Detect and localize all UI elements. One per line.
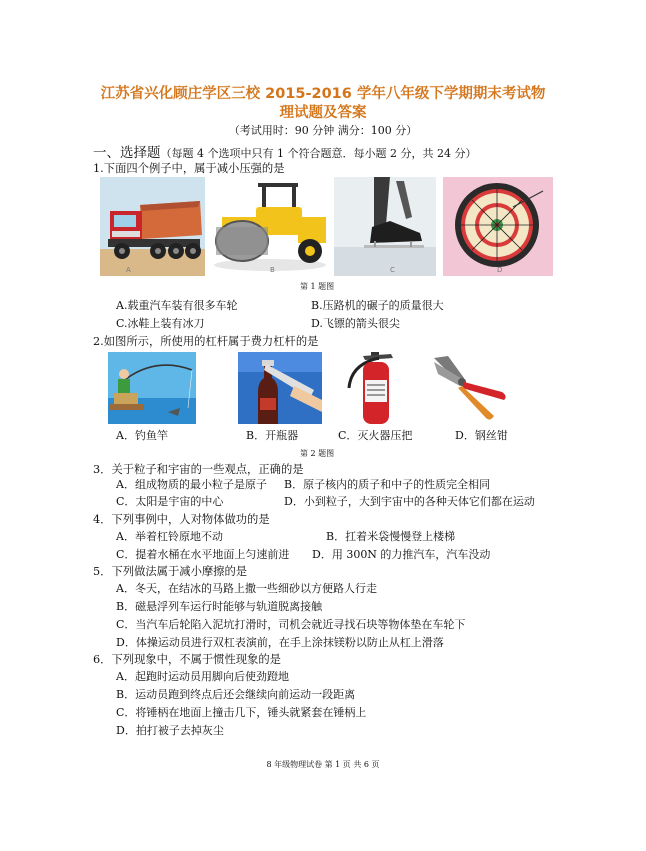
dump-truck-icon	[100, 177, 205, 276]
q2-image-d	[430, 352, 510, 424]
q1-option-c: C.冰鞋上装有冰刀	[116, 317, 205, 330]
ice-skate-icon	[334, 177, 436, 276]
exam-info: （考试用时：90 分钟 满分：100 分）	[228, 124, 418, 137]
q4-stem: 4．下列事例中，人对物体做功的是	[93, 513, 270, 526]
q1-image-label-d: D	[497, 266, 503, 274]
q6-option-d: D．拍打被子去掉灰尘	[116, 724, 224, 737]
section-title: 一、选择题	[93, 145, 161, 161]
page-footer: 8 年级物理试卷 第 1 页 共 6 页	[266, 760, 380, 769]
q1-stem: 1.下面四个例子中，属于减小压强的是	[93, 162, 285, 175]
q2-option-c: C．灭火器压把	[338, 429, 413, 442]
q3-option-a: A．组成物质的最小粒子是原子	[116, 478, 267, 491]
q2-option-a: A．钓鱼竿	[116, 429, 168, 442]
q5-option-b: B．磁悬浮列车运行时能够与轨道脱离接触	[116, 600, 323, 613]
road-roller-icon	[212, 177, 329, 276]
q4-option-a: A．举着杠铃原地不动	[116, 530, 223, 543]
q1-image-label-a: A	[126, 266, 131, 274]
document-title-line2: 理试题及答案	[279, 105, 367, 121]
q1-option-d: D.飞镖的箭头很尖	[311, 317, 400, 330]
q1-image-b	[212, 177, 329, 276]
q3-stem: 3．关于粒子和宇宙的一些观点，正确的是	[93, 463, 304, 476]
q1-image-a	[100, 177, 205, 276]
q2-image-b	[238, 352, 322, 424]
q6-option-a: A．起跑时运动员用脚向后使劲蹬地	[116, 670, 289, 683]
q2-option-b: B．开瓶器	[246, 429, 299, 442]
q3-option-c: C．太阳是宇宙的中心	[116, 495, 224, 508]
fire-extinguisher-icon	[343, 348, 411, 426]
q6-stem: 6．下列现象中，不属于惯性现象的是	[93, 653, 281, 666]
q1-image-label-b: B	[270, 266, 275, 274]
q3-option-d: D．小到粒子，大到宇宙中的各种天体它们都在运动	[284, 495, 535, 508]
q6-option-b: B．运动员跑到终点后还会继续向前运动一段距离	[116, 688, 356, 701]
q4-option-d: D．用 300N 的力推汽车，汽车没动	[312, 548, 491, 561]
q1-image-d	[443, 177, 553, 276]
q2-image-a	[108, 352, 196, 424]
bottle-opener-icon	[238, 352, 322, 424]
section-heading	[93, 141, 476, 161]
document-title-line1: 江苏省兴化顾庄学区三校 2015-2016 学年八年级下学期期末考试物	[100, 86, 546, 102]
q5-option-c: C．当汽车后轮陷入泥坑打滑时，司机会就近寻找石块等物体垫在车轮下	[116, 618, 466, 631]
q5-option-a: A．冬天，在结冰的马路上撒一些细砂以方便路人行走	[116, 582, 377, 595]
q1-caption: 第 1 题图	[300, 282, 335, 291]
fishing-rod-icon	[108, 352, 196, 424]
q1-image-label-c: C	[390, 266, 395, 274]
q6-option-c: C．将锤柄在地面上撞击几下，锤头就紧套在锤柄上	[116, 706, 367, 719]
q4-option-b: B．扛着米袋慢慢登上楼梯	[326, 530, 456, 543]
q1-option-b: B.压路机的碾子的质量很大	[311, 299, 444, 312]
q1-image-c	[334, 177, 436, 276]
q2-option-d: D．钢丝钳	[455, 429, 508, 442]
q1-option-a: A.载重汽车装有很多车轮	[116, 299, 238, 312]
q5-stem: 5．下列做法属于减小摩擦的是	[93, 565, 248, 578]
q2-image-c	[343, 348, 411, 426]
q4-option-c: C．提着水桶在水平地面上匀速前进	[116, 548, 290, 561]
dartboard-icon	[443, 177, 553, 276]
q3-option-b: B．原子核内的质子和中子的性质完全相同	[284, 478, 491, 491]
pliers-icon	[430, 352, 510, 424]
q2-caption: 第 2 题图	[300, 449, 335, 458]
q5-option-d: D．体操运动员进行双杠表演前，在手上涂抹镁粉以防止从杠上滑落	[116, 636, 444, 649]
section-note: （每题 4 个选项中只有 1 个符合题意．每小题 2 分，共 24 分）	[160, 147, 477, 160]
q2-stem: 2.如图所示，所使用的杠杆属于费力杠杆的是	[93, 335, 319, 348]
